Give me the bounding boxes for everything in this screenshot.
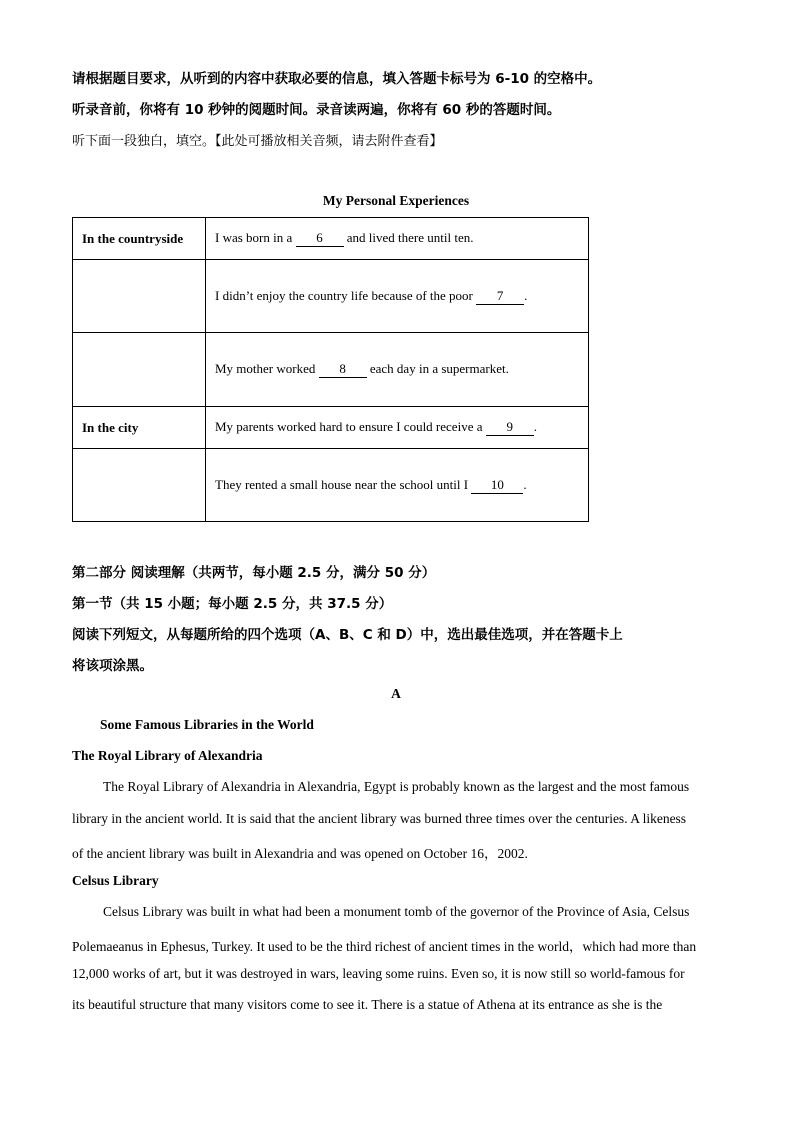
answer-blank: 6 bbox=[296, 230, 344, 247]
passage-letter: A bbox=[391, 686, 401, 701]
part2-instruction-line-2: 将该项涂黑。 bbox=[72, 658, 153, 674]
row-text-before: I was born in a bbox=[215, 230, 296, 245]
table-row bbox=[73, 333, 589, 407]
row-label: In the countryside bbox=[73, 218, 206, 260]
row-content bbox=[206, 260, 589, 333]
paragraph-line: library in the ancient world. It is said that the ancient library was burned three times over the centuries. A likeness bbox=[72, 811, 687, 826]
experiences-table bbox=[72, 217, 589, 522]
section-heading: Celsus Library bbox=[72, 873, 159, 888]
row-label: In the city bbox=[73, 407, 206, 449]
paragraph-line: Celsus Library was built in what had been a monument tomb of the governor of the Province of Asia, Celsus bbox=[103, 904, 690, 919]
paragraph-line: Polemaeanus in Ephesus, Turkey. It used to be the third richest of ancient times in the world，which had more than bbox=[72, 939, 697, 954]
table-row bbox=[73, 260, 589, 333]
paragraph-line: 12,000 works of art, but it was destroyed in wars, leaving some ruins. Even so, it is now still so world-famous for bbox=[72, 966, 685, 981]
table-row bbox=[73, 449, 589, 522]
part2-heading: 第二部分 阅读理解（共两节，每小题 2.5 分，满分 50 分） bbox=[72, 565, 436, 581]
row-content bbox=[206, 449, 589, 522]
passage-title: Some Famous Libraries in the World bbox=[100, 717, 314, 732]
answer-blank: 9 bbox=[486, 419, 534, 436]
paragraph-line: The Royal Library of Alexandria in Alexandria, Egypt is probably known as the largest and the most famous bbox=[103, 779, 690, 794]
table-row bbox=[73, 407, 589, 449]
row-text-before: My mother worked bbox=[215, 361, 319, 376]
answer-blank: 8 bbox=[319, 361, 367, 378]
row-label bbox=[73, 260, 206, 333]
instruction-line-1: 请根据题目要求，从听到的内容中获取必要的信息，填入答题卡标号为 6-10 的空格中。 bbox=[72, 71, 602, 87]
section-heading: The Royal Library of Alexandria bbox=[72, 748, 263, 763]
row-text-before: My parents worked hard to ensure I could receive a bbox=[215, 419, 486, 434]
table-title: My Personal Experiences bbox=[322, 193, 470, 208]
row-text-before: They rented a small house near the school until I bbox=[215, 476, 472, 492]
row-text-after: each day in a supermarket. bbox=[366, 361, 509, 376]
row-content bbox=[206, 333, 589, 407]
row-text-before: I didn’t enjoy the country life because of the poor bbox=[215, 287, 477, 303]
row-content bbox=[206, 407, 589, 449]
paragraph-line: of the ancient library was built in Alexandria and was opened on October 16，2002. bbox=[72, 846, 528, 861]
answer-blank: 10 bbox=[471, 477, 523, 494]
answer-blank: 7 bbox=[476, 288, 524, 305]
row-text-after: and lived there until ten. bbox=[343, 230, 474, 245]
row-text-after: . bbox=[524, 287, 528, 303]
row-content bbox=[206, 218, 589, 260]
instruction-line-3: 听下面一段独白，填空。【此处可播放相关音频，请去附件查看】 bbox=[72, 134, 443, 149]
row-label bbox=[73, 333, 206, 407]
part2-instruction-line-1: 阅读下列短文，从每题所给的四个选项（A、B、C 和 D）中，选出最佳选项，并在答题卡上 bbox=[72, 627, 623, 643]
part2-subheading: 第一节（共 15 小题；每小题 2.5 分，共 37.5 分） bbox=[72, 596, 393, 612]
table-row bbox=[73, 218, 589, 260]
instruction-line-2: 听录音前，你将有 10 秒钟的阅题时间。录音读两遍，你将有 60 秒的答题时间。 bbox=[72, 102, 561, 118]
row-label bbox=[73, 449, 206, 522]
paragraph-line: its beautiful structure that many visitors come to see it. There is a statue of Athena at its entrance as she is the bbox=[72, 997, 663, 1012]
row-text-after: . bbox=[533, 419, 537, 434]
row-text-after: . bbox=[523, 476, 527, 492]
